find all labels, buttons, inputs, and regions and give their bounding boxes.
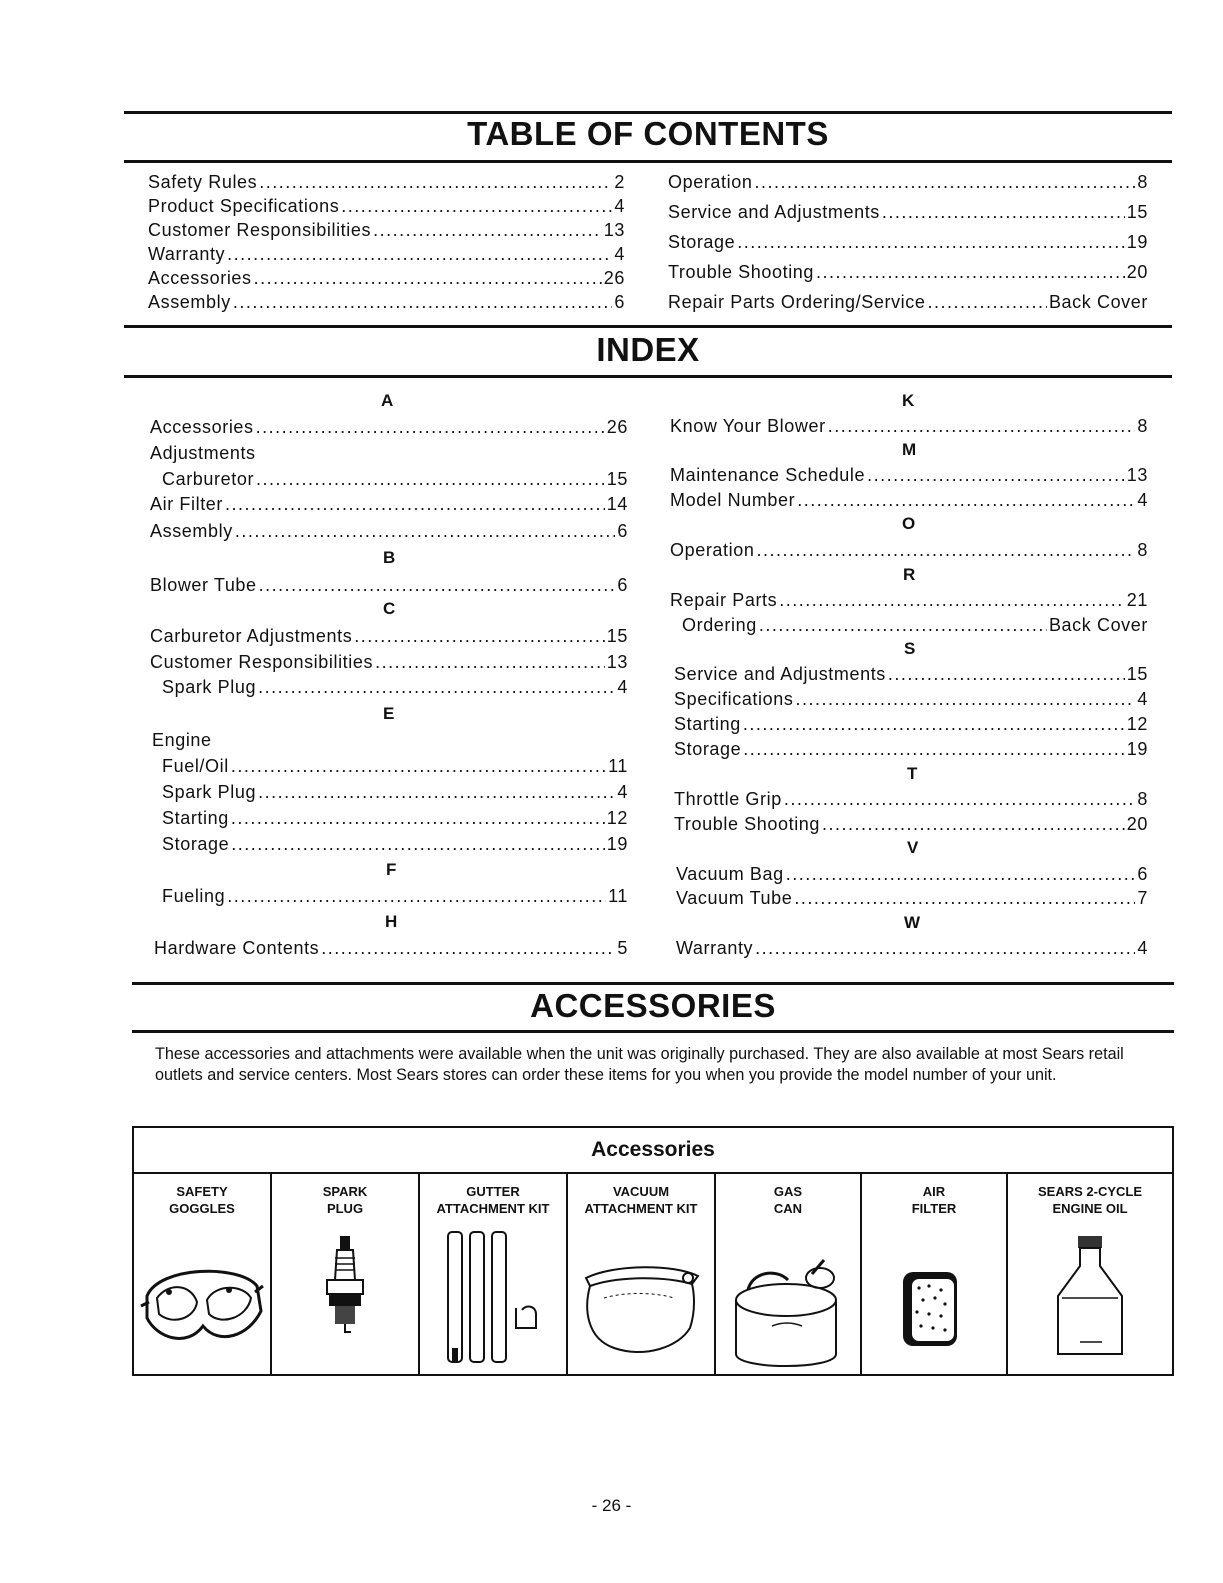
index-entry: Accessories ..... 26 xyxy=(150,417,628,438)
index-entry: Hardware Contents ..... 5 xyxy=(154,938,628,959)
accessory-gutter-attachment-kit xyxy=(418,1174,566,1374)
index-entry: Trouble Shooting ..... 20 xyxy=(674,814,1148,835)
index-entry: Air Filter ..... 14 xyxy=(150,494,628,515)
index-letter: V xyxy=(907,838,919,857)
index-subentry: Ordering ..... Back Cover xyxy=(682,615,1148,636)
accessories-table xyxy=(132,1126,1174,1376)
index-letter: O xyxy=(902,514,916,533)
index-entry: Repair Parts ..... 21 xyxy=(670,590,1148,611)
index-subentry: Fueling ..... 11 xyxy=(162,886,628,907)
index-entry: Know Your Blower ..... 8 xyxy=(670,416,1148,437)
index-letter: M xyxy=(902,440,917,459)
index-entry: Vacuum Tube ..... 7 xyxy=(676,888,1148,909)
toc-entry: Assembly ..... 6 xyxy=(148,292,625,313)
toc-entry: Operation ..... 8 xyxy=(668,172,1148,193)
vacuum-bag-icon xyxy=(574,1258,708,1358)
accessories-intro: These accessories and attachments were available when the unit was originally purchased. They are also available at most Sears retail outlets and service centers. Most Sears stores can order these items for you when you provide the model number of your unit. xyxy=(155,1045,1124,1084)
index-letter: T xyxy=(907,764,918,783)
spark-plug-icon xyxy=(315,1232,375,1352)
toc-right-column xyxy=(668,172,1148,322)
index-entry: Assembly ..... 6 xyxy=(150,521,628,542)
accessories-title-rule xyxy=(132,1030,1174,1033)
index-entry: Starting ..... 12 xyxy=(674,714,1148,735)
safety-goggles-icon xyxy=(139,1256,265,1356)
toc-entry: Customer Responsibilities ..... 13 xyxy=(148,220,625,241)
index-entry: Vacuum Bag ..... 6 xyxy=(676,864,1148,885)
toc-entry: Warranty ..... 4 xyxy=(148,244,625,265)
accessory-caption: SPARK PLUG xyxy=(322,1184,368,1216)
page-number: - 26 - xyxy=(591,1496,632,1515)
index-letter: R xyxy=(903,565,916,584)
index-letter: A xyxy=(381,391,394,410)
index-title-rule xyxy=(124,375,1172,378)
gas-can-icon xyxy=(728,1248,848,1378)
toc-entry: Product Specifications ..... 4 xyxy=(148,196,625,217)
toc-entry: Repair Parts Ordering/Service ..... Back Cover xyxy=(668,292,1148,313)
top-rule xyxy=(124,111,1172,114)
accessories-title: ACCESSORIES xyxy=(530,987,776,1024)
index-letter: H xyxy=(385,912,398,931)
toc-title-rule xyxy=(124,160,1172,163)
toc-entry: Service and Adjustments ..... 15 xyxy=(668,202,1148,223)
index-letter: K xyxy=(902,391,915,410)
index-entry: Model Number ..... 4 xyxy=(670,490,1148,511)
index-subentry: Fuel/Oil ..... 11 xyxy=(162,756,628,777)
accessory-caption: VACUUM ATTACHMENT KIT xyxy=(584,1184,698,1216)
accessory-caption: GAS CAN xyxy=(773,1184,803,1216)
accessory-air-filter xyxy=(860,1174,1006,1374)
index-right-column xyxy=(670,383,1148,963)
index-letter: S xyxy=(904,639,916,658)
accessory-safety-goggles xyxy=(134,1174,270,1374)
toc-left-column xyxy=(148,172,625,322)
index-letter: F xyxy=(386,860,397,879)
accessory-engine-oil xyxy=(1006,1174,1172,1374)
index-entry: Carburetor Adjustments ..... 15 xyxy=(150,626,628,647)
index-entry: Engine xyxy=(152,730,212,750)
index-entry: Throttle Grip ..... 8 xyxy=(674,789,1148,810)
index-letter: B xyxy=(383,548,396,567)
index-entry: Adjustments xyxy=(150,443,256,463)
index-left-column xyxy=(150,383,628,963)
index-subentry: Spark Plug ..... 4 xyxy=(162,677,628,698)
accessories-table-title: Accessories xyxy=(134,1128,1172,1174)
index-entry: Specifications ..... 4 xyxy=(674,689,1148,710)
index-letter: C xyxy=(383,599,396,618)
accessory-caption: SEARS 2-CYCLE ENGINE OIL xyxy=(1037,1184,1143,1216)
index-entry: Warranty ..... 4 xyxy=(676,938,1148,959)
toc-entry: Accessories ..... 26 xyxy=(148,268,625,289)
toc-entry: Storage ..... 19 xyxy=(668,232,1148,253)
index-entry: Customer Responsibilities ..... 13 xyxy=(150,652,628,673)
index-subentry: Storage ..... 19 xyxy=(162,834,628,855)
accessory-spark-plug xyxy=(270,1174,418,1374)
toc-entry: Safety Rules ..... 2 xyxy=(148,172,625,193)
accessory-caption: GUTTER ATTACHMENT KIT xyxy=(436,1184,550,1216)
accessory-caption: SAFETY GOGGLES xyxy=(169,1184,235,1216)
index-title: INDEX xyxy=(596,331,700,368)
index-entry: Service and Adjustments ..... 15 xyxy=(674,664,1148,685)
accessory-gas-can xyxy=(714,1174,860,1374)
index-letter: E xyxy=(383,704,395,723)
index-letter: W xyxy=(904,913,921,932)
accessory-vacuum-attachment-kit xyxy=(566,1174,714,1374)
index-top-rule xyxy=(124,325,1172,328)
index-entry: Storage ..... 19 xyxy=(674,739,1148,760)
oil-bottle-icon xyxy=(1050,1232,1130,1362)
index-subentry: Carburetor ..... 15 xyxy=(162,469,628,490)
index-subentry: Spark Plug ..... 4 xyxy=(162,782,628,803)
air-filter-icon xyxy=(899,1266,969,1352)
index-entry: Operation ..... 8 xyxy=(670,540,1148,561)
index-subentry: Starting ..... 12 xyxy=(162,808,628,829)
gutter-kit-icon xyxy=(438,1228,548,1370)
index-entry: Blower Tube ..... 6 xyxy=(150,575,628,596)
toc-title: TABLE OF CONTENTS xyxy=(467,115,829,152)
toc-entry: Trouble Shooting ..... 20 xyxy=(668,262,1148,283)
accessories-top-rule xyxy=(132,982,1174,985)
accessory-caption: AIR FILTER xyxy=(911,1184,957,1216)
index-entry: Maintenance Schedule ..... 13 xyxy=(670,465,1148,486)
